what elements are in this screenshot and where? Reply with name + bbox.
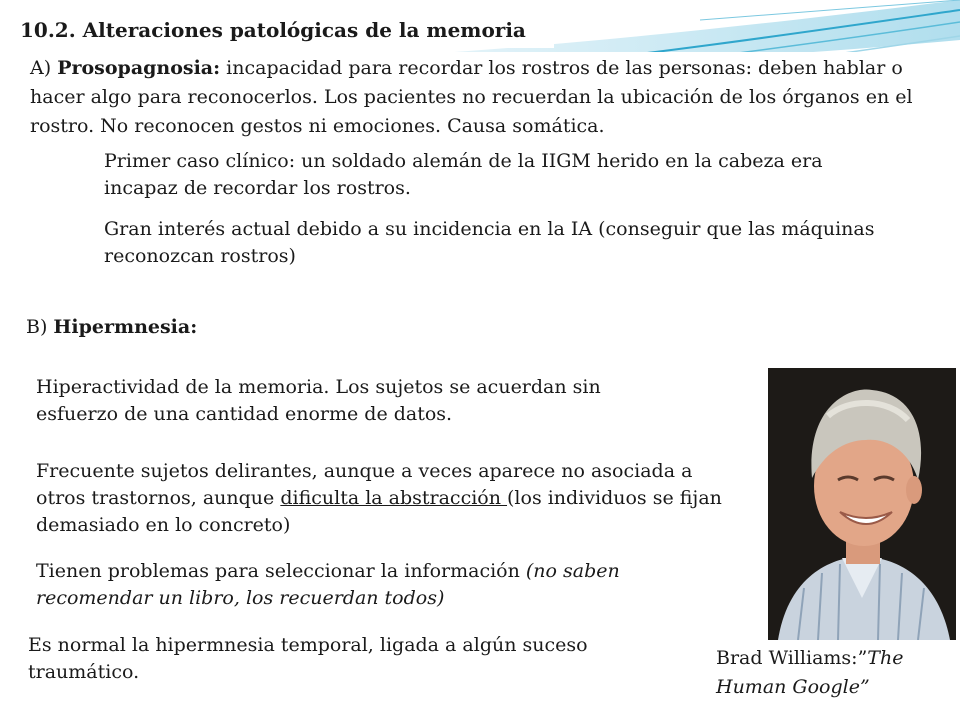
caption-plain: Brad Williams:” bbox=[716, 647, 868, 669]
clinical-case-text: Primer caso clínico: un soldado alemán de la IIGM herido en la cabeza era incapaz de recordar los rostros. bbox=[104, 150, 823, 199]
photo-caption bbox=[708, 640, 936, 708]
p2-before: Frecuente sujetos delirantes, aunque a veces aparece no asociada a otros trastornos, aunque bbox=[36, 460, 693, 509]
section-b-term: Hipermnesia: bbox=[53, 316, 198, 338]
caption-italic: The Human Google” bbox=[716, 647, 904, 698]
slide-title: 10.2. Alteraciones patológicas de la memoria bbox=[14, 12, 554, 48]
hipermnesia-temporal: Es normal la hipermnesia temporal, ligada a algún suceso traumático. bbox=[28, 634, 588, 683]
p2-underlined: dificulta la abstracción bbox=[280, 487, 508, 509]
prosopagnosia-definition bbox=[22, 52, 942, 143]
ai-interest-text: Gran interés actual debido a su incidencia en la IA (conseguir que las máquinas reconozcan rostros) bbox=[104, 218, 875, 267]
hipermnesia-seleccion bbox=[36, 558, 676, 612]
p2-after: (los individuos se fijan demasiado en lo concreto) bbox=[36, 487, 722, 536]
hipermnesia-definition: Hiperactividad de la memoria. Los sujetos se acuerdan sin esfuerzo de una cantidad enorme de datos. bbox=[36, 376, 601, 425]
section-a-text: incapacidad para recordar los rostros de las personas: deben hablar o hacer algo para reconocerlos. Los pacientes no recuerdan la ubicación de los órganos en el rostro. No reconocen gestos ni emociones. Causa somática. bbox=[30, 57, 913, 137]
portrait-illustration bbox=[768, 368, 956, 640]
brad-williams-photo bbox=[768, 368, 956, 640]
p3-italic: (no saben recomendar un libro, los recuerdan todos) bbox=[36, 560, 620, 609]
section-b-prefix: B) bbox=[26, 316, 54, 338]
section-a-term: Prosopagnosia: bbox=[57, 57, 221, 79]
section-a-prefix: A) bbox=[30, 57, 58, 79]
hipermnesia-heading bbox=[26, 314, 197, 341]
hipermnesia-delirantes bbox=[36, 458, 726, 539]
p3-plain: Tienen problemas para seleccionar la información bbox=[36, 560, 526, 582]
